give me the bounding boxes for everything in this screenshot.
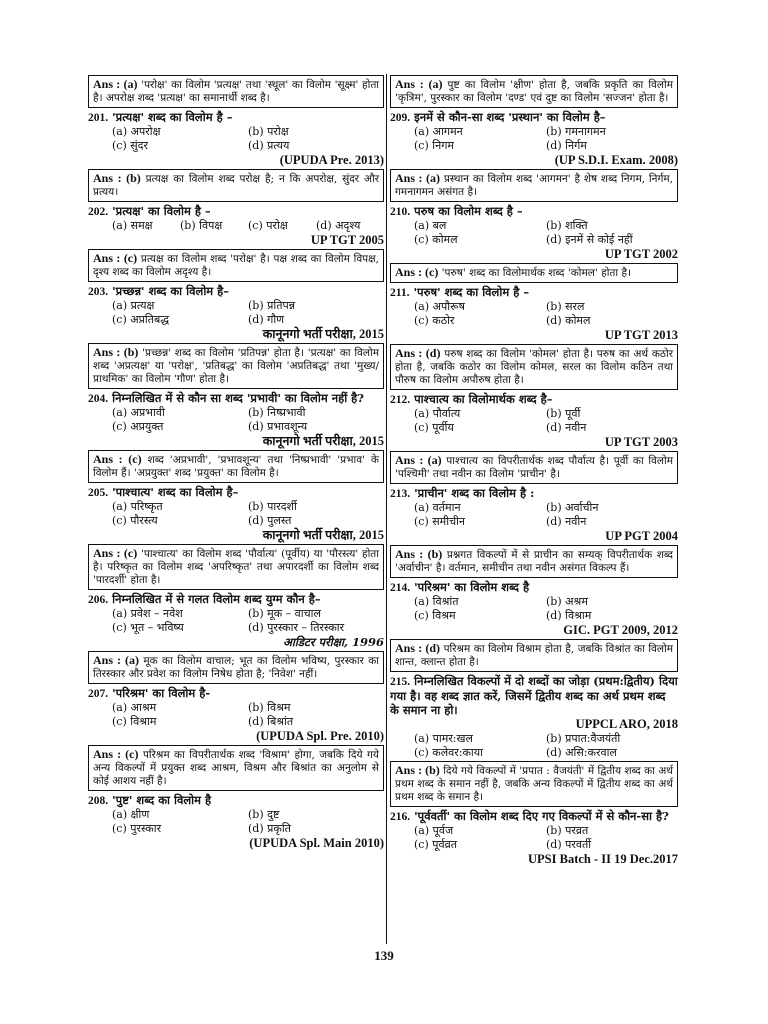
question-text: 'पाश्चात्य' शब्द का विलोम है– xyxy=(112,485,239,499)
option: (a) आश्रम xyxy=(112,701,157,714)
question-number: 211. xyxy=(390,287,410,299)
answer-label: Ans : (c) xyxy=(395,265,439,279)
answer-label: Ans : (c) xyxy=(93,452,142,466)
option: (b) अश्रम xyxy=(546,595,588,608)
option: (a) अपरोक्ष xyxy=(112,125,161,138)
option: (d) परवर्ती xyxy=(546,838,592,851)
option: (a) पौर्वात्य xyxy=(414,407,461,420)
options-list xyxy=(390,300,678,328)
exam-source: UP TGT 2005 xyxy=(310,233,384,247)
question-number: 203. xyxy=(88,286,109,298)
options-list xyxy=(390,125,678,153)
answer-box xyxy=(88,745,384,791)
option: (c) समीचीन xyxy=(414,515,466,528)
question-text: 'परिश्रम' का विलोम है- xyxy=(112,686,211,700)
option: (a) परिष्कृत xyxy=(112,500,163,513)
question-number: 208. xyxy=(88,795,109,807)
option: (a) अपौरूष xyxy=(414,300,466,313)
exam-source: (UPUDA Pre. 2013) xyxy=(279,153,384,167)
answer-explanation: दिये गये विकल्पों में 'प्रपात : वैजयंती' में द्वितीय शब्द का अर्थ प्रथम शब्द के समान नहीं है, जबकि अन्य विकल्पों में द्वितीय शब्द का अर्थ प्रथम शब्द के समान है। xyxy=(395,765,674,803)
options-list xyxy=(390,219,678,247)
option: (a) अप्रभावी xyxy=(112,406,165,419)
answer-label: Ans : (a) xyxy=(395,453,442,467)
answer-explanation: 'पाश्चात्य' का विलोम शब्द 'पौर्वात्य' (पूर्वीय) या 'पौरस्त्य' होता है। परिष्कृत का विलोम शब्द 'अपरिष्कृत' तथा अपारदर्शी का विलोम शब्द 'पारदर्शी' होता है। xyxy=(93,548,380,586)
answer-label: Ans : (c) xyxy=(93,747,139,761)
question xyxy=(88,110,384,125)
option: (d) प्रभावशून्य xyxy=(248,420,308,433)
question-number: 214. xyxy=(390,582,411,594)
exam-source: GIC. PGT 2009, 2012 xyxy=(563,623,678,637)
option: (b) विश्रम xyxy=(248,701,291,714)
exam-source: (UPUDA Spl. Pre. 2010) xyxy=(256,729,384,743)
question-number: 205. xyxy=(88,487,109,499)
question-number: 206. xyxy=(88,594,109,606)
answer-explanation: प्रश्नगत विकल्पों में से प्राचीन का सम्यक् विपरीतार्थक शब्द 'अर्वाचीन' है। वर्तमान, समीचीन तथा नवीन असंगत विकल्प हैं। xyxy=(395,549,674,574)
option: (c) अप्रतिबद्ध xyxy=(112,313,170,326)
question-number: 216. xyxy=(390,811,411,823)
answer-label: Ans : (a) xyxy=(93,653,140,667)
option: (c) निगम xyxy=(414,139,454,152)
exam-source: UP PGT 2004 xyxy=(605,529,678,543)
answer-box xyxy=(88,450,384,483)
question-text: 'प्रत्यक्ष' शब्द का विलोम है – xyxy=(112,110,233,124)
question xyxy=(88,592,384,607)
column-divider xyxy=(386,74,387,944)
answer-explanation: मूक का विलोम वाचाल; भूत का विलोम भविष्य, पुरस्कार का तिरस्कार और प्रवेश का विलोम निषेध होता है; 'निवेश' नहीं। xyxy=(93,655,379,680)
question xyxy=(390,204,678,219)
option: (d) नवीन xyxy=(546,515,587,528)
answer-box xyxy=(390,545,678,578)
exam-source: आडिटर परीक्षा, 1996 xyxy=(283,635,384,649)
option: (b) प्रपात:वैजयंती xyxy=(546,732,621,745)
option: (a) पूर्वज xyxy=(414,824,454,837)
option: (c) कोमल xyxy=(414,233,458,246)
options-list xyxy=(88,219,384,233)
options-list xyxy=(390,501,678,529)
option: (a) समक्ष xyxy=(112,219,153,232)
exam-source: कानूनगो भर्ती परीक्षा, 2015 xyxy=(262,327,384,341)
option: (a) आगमन xyxy=(414,125,463,138)
question xyxy=(88,793,384,808)
exam-source: कानूनगो भर्ती परीक्षा, 2015 xyxy=(262,528,384,542)
options-list xyxy=(88,299,384,327)
option: (b) सरल xyxy=(546,300,585,313)
option: (c) सुंदर xyxy=(112,139,149,152)
options-list xyxy=(390,595,678,623)
option: (a) प्रवेश – नवेश xyxy=(112,607,183,620)
question xyxy=(88,686,384,701)
answer-explanation: शब्द 'अप्रभावी', 'प्रभावशून्य' तथा 'निष्प्रभावी' 'प्रभाव' के विलोम हैं। 'अप्रयुक्त' शब्द 'प्रयुक्त' का विलोम है। xyxy=(93,454,379,479)
question-number: 204. xyxy=(88,393,109,405)
option: (d) पुरस्कार – तिरस्कार xyxy=(248,621,345,634)
option: (b) परोक्ष xyxy=(248,125,289,138)
question-text: इनमें से कौन-सा शब्द 'प्रस्थान' का विलोम है– xyxy=(414,110,606,124)
option: (c) पुरस्कार xyxy=(112,822,162,835)
question xyxy=(390,809,678,824)
question-text: 'परुष' शब्द का विलोम है – xyxy=(413,285,530,299)
question xyxy=(390,110,678,125)
answer-explanation: परिश्रम का विपरीतार्थक शब्द 'विश्राम' होगा, जबकि दिये गये अन्य विकल्पों में प्रयुक्त शब्द आश्रम, विश्रम और बिश्रांत का अनुलोम से कोई आशय नहीं है। xyxy=(93,749,380,787)
exam-source: UPPCL ARO, 2018 xyxy=(575,717,678,731)
question-text: 'पूर्ववर्ती' का विलोम शब्द दिए गए विकल्पों में से कौन-सा है? xyxy=(414,809,669,823)
answer-label: Ans : (a) xyxy=(395,171,441,185)
answer-explanation: परुष शब्द का विलोम 'कोमल' होता है। परुष का अर्थ कठोर होता है, जबकि कठोर का विलोम कोमल, सरल का विलोम कठिन तथा पौरुष का विलोम अपौरुष होता है। xyxy=(395,348,674,386)
answer-box xyxy=(390,639,678,672)
options-list xyxy=(88,701,384,729)
answer-explanation: पुष्ट का विलोम 'क्षीण' होता है, जबकि प्रकृति का विलोम 'कृत्रिम', पुरस्कार का विलोम 'दण्ड' एवं दुष्ट का विलोम 'सज्जन' होता है। xyxy=(395,79,674,104)
options-list xyxy=(88,125,384,153)
exam-source: (UPUDA Spl. Main 2010) xyxy=(249,836,384,850)
option: (a) प्रत्यक्ष xyxy=(112,299,155,312)
answer-label: Ans : (a) xyxy=(93,77,138,91)
answer-box xyxy=(88,544,384,590)
question xyxy=(390,285,678,300)
option: (a) वर्तमान xyxy=(414,501,461,514)
option: (d) विश्राम xyxy=(546,609,592,622)
question-text: 'प्राचीन' शब्द का विलोम है : xyxy=(414,486,535,500)
option: (b) शक्ति xyxy=(546,219,588,232)
answer-box xyxy=(88,169,384,202)
option: (c) कलेवर:काया xyxy=(414,746,483,759)
options-list xyxy=(390,824,678,852)
option: (d) इनमें से कोई नहीं xyxy=(546,233,633,246)
option: (c) भूत – भविष्य xyxy=(112,621,184,634)
question-text: निम्नलिखित में से गलत विलोम शब्द युग्म कौन है– xyxy=(112,592,321,606)
question-number: 209. xyxy=(390,112,411,124)
answer-label: Ans : (a) xyxy=(395,77,443,91)
option: (c) अप्रयुक्त xyxy=(112,420,164,433)
question-number: 210. xyxy=(390,206,411,218)
option: (b) पूर्वी xyxy=(546,407,581,420)
answer-box xyxy=(390,75,678,108)
option: (c) पूर्वीय xyxy=(414,421,454,434)
question-number: 215. xyxy=(390,676,411,688)
question-text: निम्नलिखित में से कौन सा शब्द 'प्रभावी' का विलोम नहीं है? xyxy=(112,391,365,405)
option: (d) नवीन xyxy=(546,421,587,434)
answer-explanation: प्रस्थान का विलोम शब्द 'आगमन' है शेष शब्द निगम, निर्गम, गमनागमन असंगत है। xyxy=(395,173,674,198)
answer-box xyxy=(88,651,384,684)
exam-source: UPSI Batch - II 19 Dec.2017 xyxy=(528,852,678,866)
right-column xyxy=(390,74,678,944)
answer-explanation: पाश्चात्य का विपरीतार्थक शब्द पौर्वात्य है। पूर्वी का विलोम 'पश्चिमी' तथा नवीन का विलोम 'प्राचीन' है। xyxy=(395,455,673,480)
question-number: 207. xyxy=(88,688,109,700)
option: (d) अदृश्य xyxy=(316,219,361,232)
question xyxy=(390,392,678,407)
question-number: 201. xyxy=(88,112,109,124)
answer-explanation: प्रत्यक्ष का विलोम शब्द 'परोक्ष' है। पक्ष शब्द का विलोम विपक्ष, दृश्य शब्द का विलोम अदृश्य है। xyxy=(93,253,379,278)
question-text: 'परिश्रम' का विलोम शब्द है xyxy=(414,580,530,594)
option: (d) प्रकृति xyxy=(248,822,291,835)
question xyxy=(88,204,384,219)
option: (b) अर्वाचीन xyxy=(546,501,599,514)
answer-explanation: प्रत्यक्ष का विलोम शब्द परोक्ष है; न कि अपरोक्ष, सुंदर और प्रत्यय। xyxy=(93,173,379,198)
option: (d) प्रत्यय xyxy=(248,139,290,152)
answer-explanation: 'परुष' शब्द का विलोमार्थक शब्द 'कोमल' होता है। xyxy=(441,267,632,279)
exam-source: UP TGT 2002 xyxy=(604,247,678,261)
options-list xyxy=(88,607,384,635)
question-number: 212. xyxy=(390,394,411,406)
question-number: 202. xyxy=(88,206,109,218)
option: (b) पारदर्शी xyxy=(248,500,297,513)
answer-label: Ans : (d) xyxy=(395,641,441,655)
answer-box xyxy=(390,761,678,807)
option: (a) बल xyxy=(414,219,447,232)
question-text: 'प्रत्यक्ष' का विलोम है – xyxy=(112,204,211,218)
option: (b) परव्रत xyxy=(546,824,589,837)
page-number: 139 xyxy=(374,948,394,963)
question xyxy=(390,486,678,501)
options-list xyxy=(88,406,384,434)
question xyxy=(390,580,678,595)
option: (a) क्षीण xyxy=(112,808,150,821)
answer-label: Ans : (b) xyxy=(395,547,443,561)
answer-label: Ans : (d) xyxy=(395,346,441,360)
option: (c) पौरस्त्य xyxy=(112,514,158,527)
question xyxy=(88,284,384,299)
options-list xyxy=(390,407,678,435)
answer-label: Ans : (b) xyxy=(93,345,139,359)
answer-label: Ans : (c) xyxy=(93,251,138,265)
exam-source: (UP S.D.I. Exam. 2008) xyxy=(554,153,678,167)
answer-label: Ans : (c) xyxy=(93,546,138,560)
option: (b) विपक्ष xyxy=(180,219,223,232)
option: (b) दुष्ट xyxy=(248,808,280,821)
option: (c) पूर्वव्रत xyxy=(414,838,457,851)
options-list xyxy=(88,808,384,836)
question-text: 'प्रच्छन्न' शब्द का विलोम है– xyxy=(112,284,230,298)
answer-box xyxy=(390,169,678,202)
question-text: 'पुष्ट' शब्द का विलोम है xyxy=(112,793,212,807)
exam-source: UP TGT 2013 xyxy=(604,328,678,342)
option: (d) निर्गम xyxy=(546,139,587,152)
answer-explanation: 'परोक्ष' का विलोम 'प्रत्यक्ष' तथा 'स्थूल' का विलोम 'सूक्ष्म' होता है। अपरोक्ष शब्द 'प्रत्यक्ष' का समानार्थी शब्द है। xyxy=(93,79,380,104)
answer-box xyxy=(88,343,384,389)
answer-box xyxy=(88,75,384,108)
options-list xyxy=(88,500,384,528)
answer-box xyxy=(88,249,384,282)
answer-label: Ans : (b) xyxy=(93,171,141,185)
option: (b) गमनागमन xyxy=(546,125,606,138)
option: (d) कोमल xyxy=(546,314,591,327)
question xyxy=(390,674,678,717)
option: (c) कठोर xyxy=(414,314,455,327)
question-text: पाश्चात्य का विलोमार्थक शब्द है– xyxy=(414,392,553,406)
question-text: परुष का विलोम शब्द है – xyxy=(414,204,523,218)
left-column xyxy=(88,74,384,944)
option: (c) परोक्ष xyxy=(248,219,288,232)
option: (b) निष्प्रभावी xyxy=(248,406,306,419)
answer-box xyxy=(390,451,678,484)
exam-source: कानूनगो भर्ती परीक्षा, 2015 xyxy=(262,434,384,448)
exam-source: UP TGT 2003 xyxy=(604,435,678,449)
question-number: 213. xyxy=(390,488,411,500)
answer-box xyxy=(390,344,678,390)
option: (a) विश्रांत xyxy=(414,595,459,608)
question-text: निम्नलिखित विकल्पों में दो शब्दों का जोड़ा (प्रथम:द्वितीय) दिया गया है। वह शब्द ज्ञात करें, जिसमें द्वितीय शब्द का अर्थ प्रथम शब्द के समान ना हो। xyxy=(390,674,678,717)
option: (d) बिश्रांत xyxy=(248,715,294,728)
option: (b) मूक – वाचाल xyxy=(248,607,321,620)
option: (d) असि:करवाल xyxy=(546,746,617,759)
answer-explanation: 'प्रच्छन्न' शब्द का विलोम 'प्रतिपन्न' होता है। 'प्रत्यक्ष' का विलोम शब्द 'अप्रत्यक्ष' या 'परोक्ष', 'प्रतिबद्ध' का विलोम 'अप्रतिबद्ध' तथा 'मुख्य/प्राथमिक' का विलोम 'गौण' होता है। xyxy=(93,347,379,385)
question xyxy=(88,391,384,406)
option: (d) गौण xyxy=(248,313,285,326)
option: (d) पुलस्त xyxy=(248,514,292,527)
option: (a) पामर:खल xyxy=(414,732,473,745)
option: (c) विश्रम xyxy=(414,609,456,622)
options-list xyxy=(390,732,678,760)
answer-explanation: परिश्रम का विलोम विश्राम होता है, जबकि विश्रांत का विलोम शान्त, क्लान्त होता है। xyxy=(395,643,673,668)
answer-label: Ans : (b) xyxy=(395,763,440,777)
answer-box xyxy=(390,263,678,283)
option: (c) विश्राम xyxy=(112,715,157,728)
option: (b) प्रतिपन्न xyxy=(248,299,296,312)
question xyxy=(88,485,384,500)
